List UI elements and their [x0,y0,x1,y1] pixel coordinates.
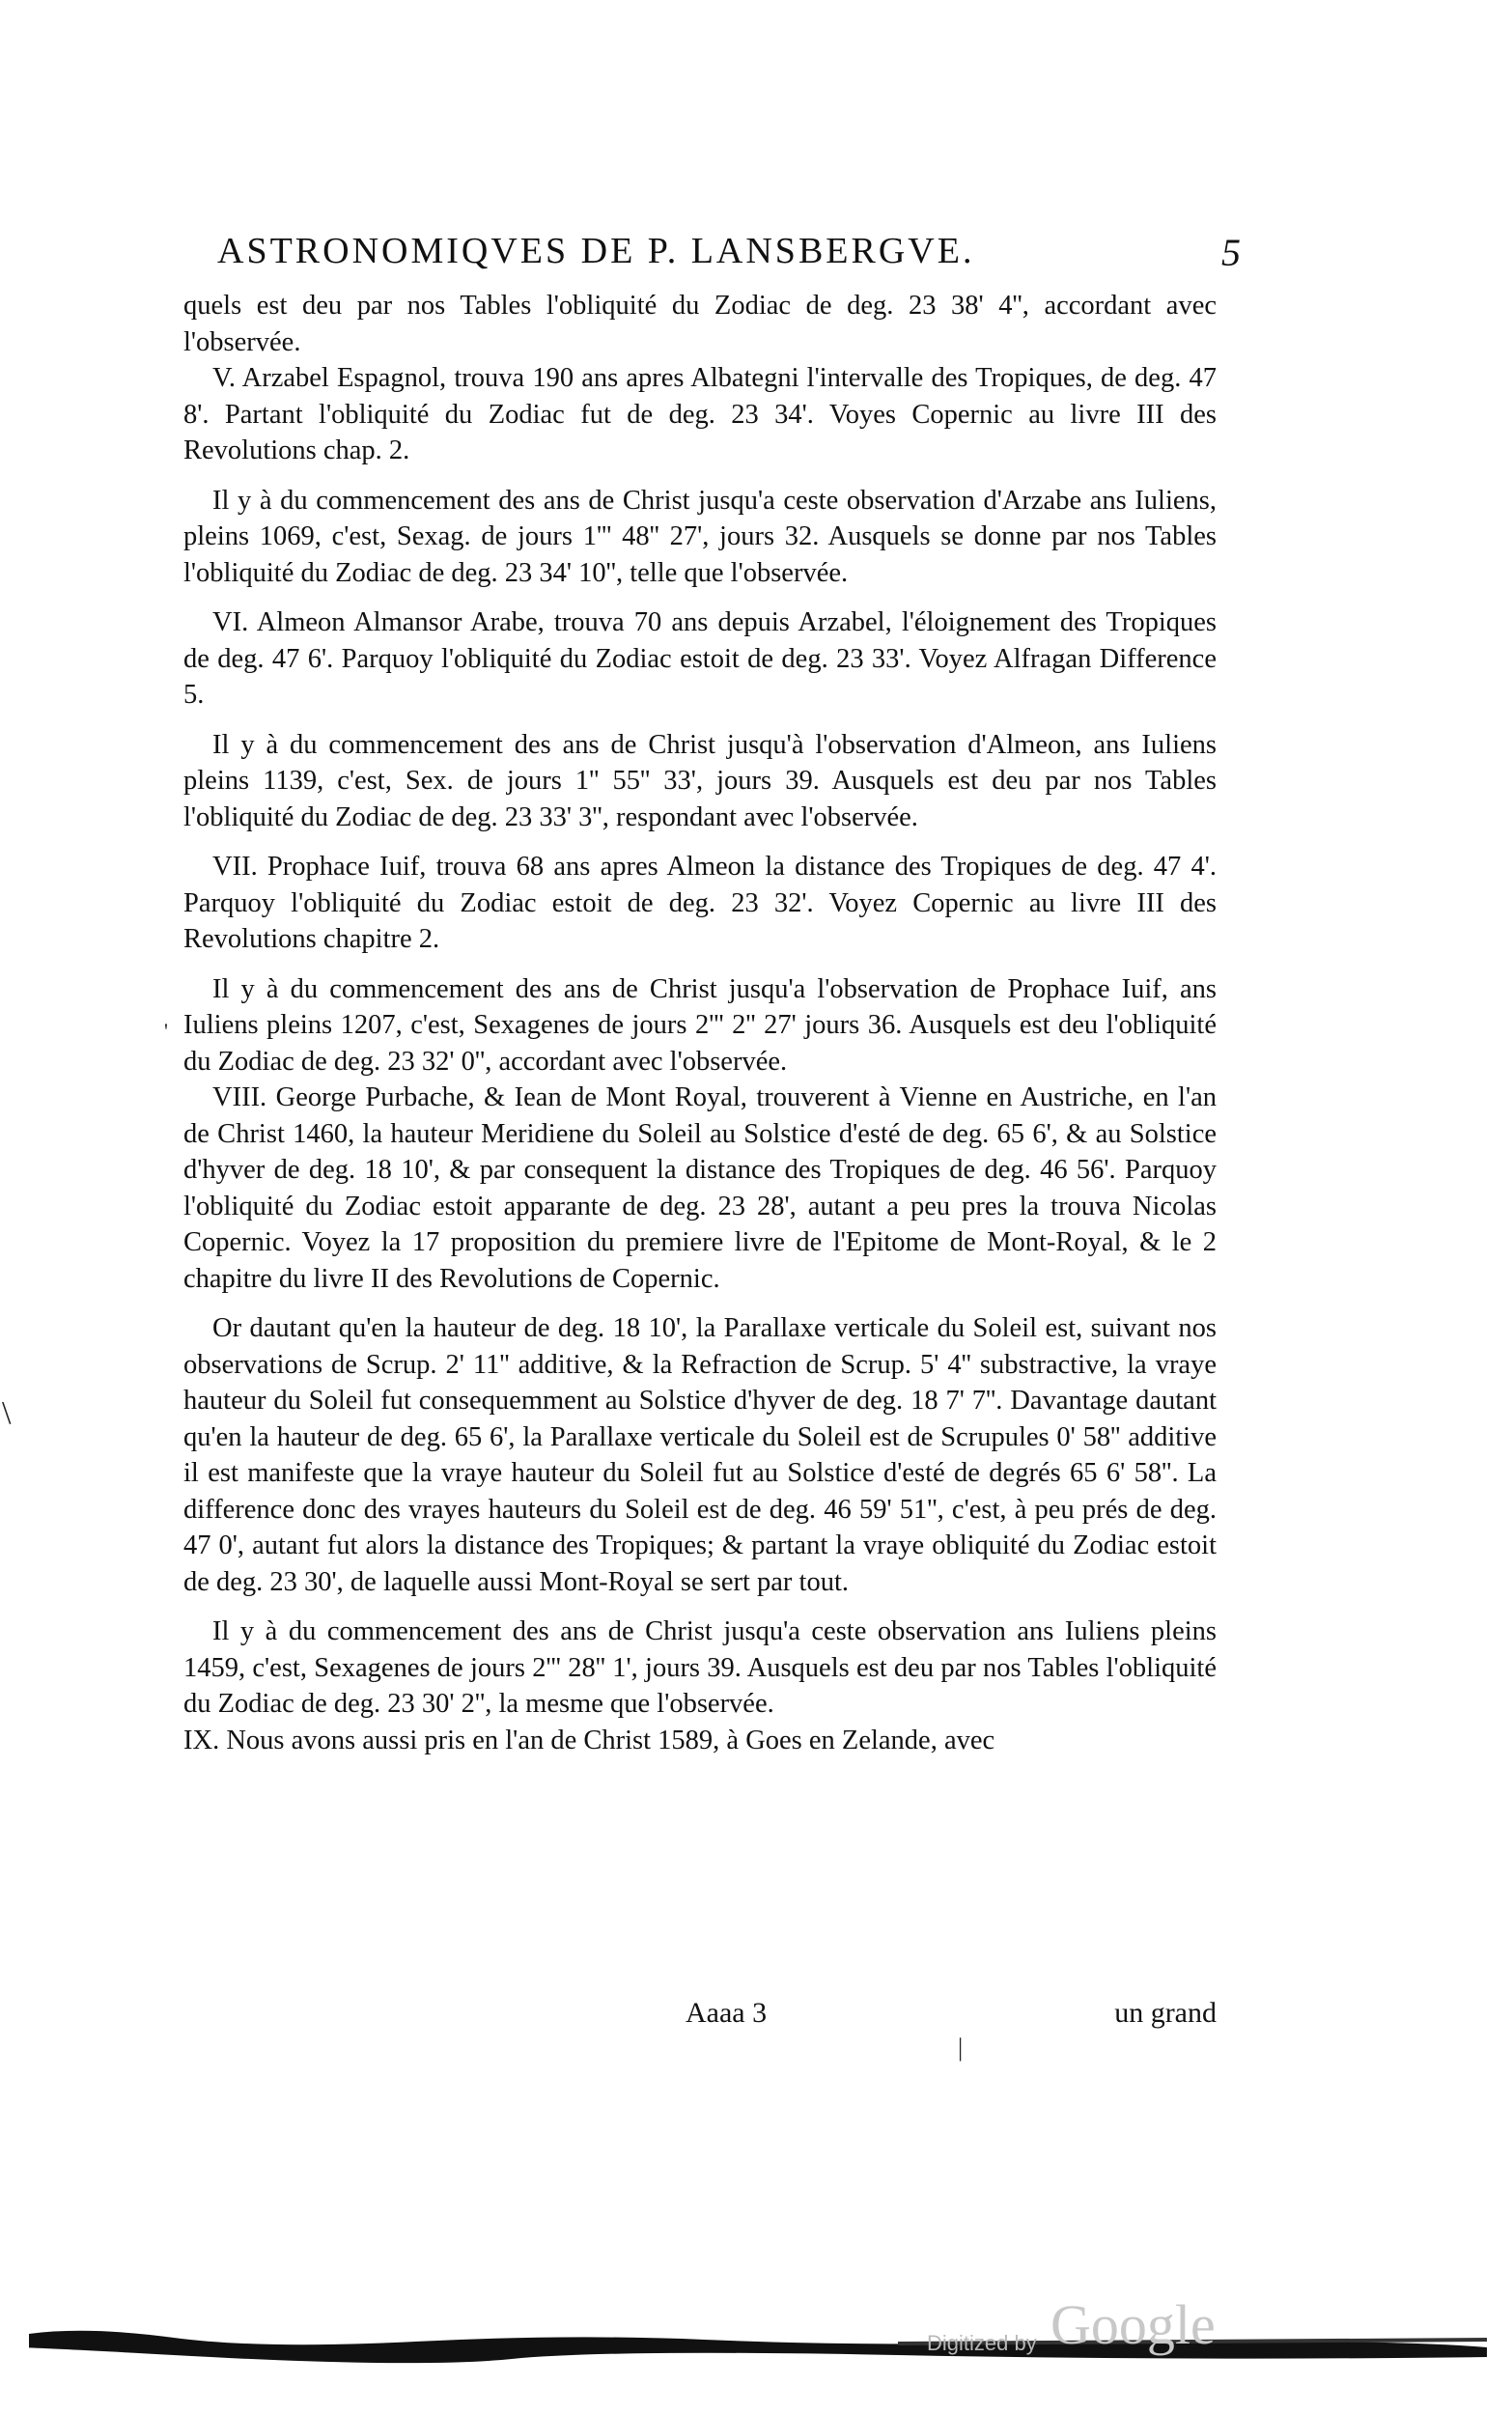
signature-mark: Aaaa 3 [686,1997,768,2029]
paragraph: quels est deu par nos Tables l'obliquité du Zodiac de deg. 23 38' 4'', accordant avec l'observée. [183,291,1217,357]
watermark-logo: Google [1050,2293,1216,2356]
page-header [217,230,1241,288]
paragraph: IX. Nous avons aussi pris en l'an de Christ 1589, à Goes en Zelande, avec [183,1725,995,1755]
paragraph: V. Arzabel Espagnol, trouva 190 ans apres Albategni l'intervalle des Tropiques, de deg. 47 8'. Partant l'obliquité du Zodiac fut de deg. 23 34'. Voyes Copernic au livre III des Revolutions chap. 2. [183,363,1217,465]
page-edge-scan-artifact [29,2313,1487,2371]
paragraph: Il y à du commencement des ans de Christ jusqu'a l'observation de Prophace Iuif, ans Iuliens pleins 1207, c'est, Sexagenes de jours 2''' 2'' 27' jours 36. Ausquels est deu l'obliquité du Zodiac de deg. 23 32' 0'', accordant avec l'observée. [183,973,1217,1077]
page-number: 5 [1221,231,1241,274]
running-title: ASTRONOMIQVES DE P. LANSBERGVE. [217,231,975,271]
margin-speck: ' [164,1019,168,1043]
catchword: un grand [1114,1997,1217,2029]
page-footer [183,1997,1217,2035]
paragraph: Or dautant qu'en la hauteur de deg. 18 10', la Parallaxe verticale du Soleil est, suivant nos observations de Scrup. 2' 11'' additive, & la Refraction de Scrup. 5' 4'' substractive, la vraye hauteur du Soleil fut consequemment au Solstice d'hyver de deg. 18 7' 7''. Davantage dautant qu'en la hauteur de deg. 65 6', la Parallaxe verticale du Soleil est de Scrupules 0' 58'' additive il est manifeste que la vraye hauteur du Soleil fut au Solstice d'esté de degrés 65 6' 58''. La difference donc des vrayes hauteurs du Soleil est de deg. 46 59' 51'', c'est, à peu prés de deg. 47 0', autant fut alors la distance des Tropiques; & partant la vraye obliquité du Zodiac estoit de deg. 23 30', de laquelle aussi Mont-Royal se sert par tout. [183,1313,1217,1597]
margin-speck-2: | [958,2034,964,2062]
paragraph: Il y à du commencement des ans de Christ jusqu'à l'observation d'Almeon, ans Iuliens pleins 1139, c'est, Sex. de jours 1'' 55'' 33', jours 39. Ausquels est deu par nos Tables l'obliquité du Zodiac de deg. 23 33' 3'', respondant avec l'observée. [183,729,1217,832]
paragraph: VII. Prophace Iuif, trouva 68 ans apres Almeon la distance des Tropiques de deg. 47 4'. Parquoy l'obliquité du Zodiac estoit de deg. 23 32'. Voyez Copernic au livre III des Revolutions chapitre 2. [183,852,1217,954]
digitization-watermark [927,2288,1236,2375]
body-text [183,288,1217,1758]
paragraph: VI. Almeon Almansor Arabe, trouva 70 ans depuis Arzabel, l'éloignement des Tropiques de deg. 47 6'. Parquoy l'obliquité du Zodiac estoit de deg. 23 33'. Voyez Alfragan Difference 5. [183,607,1217,710]
paragraph: Il y à du commencement des ans de Christ jusqu'a ceste observation d'Arzabe ans Iuliens, pleins 1069, c'est, Sexag. de jours 1''' 48'' 27', jours 32. Ausquels se donne par nos Tables l'obliquité du Zodiac de deg. 23 34' 10'', telle que l'observée. [183,485,1217,588]
paragraph: VIII. George Purbache, & Iean de Mont Royal, trouverent à Vienne en Austriche, en l'an de Christ 1460, la hauteur Meridiene du Soleil au Solstice d'esté de deg. 65 6', & au Solstice d'hyver de deg. 18 10', & par consequent la distance des Tropiques de deg. 46 56'. Parquoy l'obliquité du Zodiac estoit apparante de deg. 23 28', autant a peu pres la trouva Nicolas Copernic. Voyez la 17 proposition du premiere livre de l'Epitome de Mont-Royal, & le 2 chapitre du livre II des Revolutions de Copernic. [183,1082,1217,1294]
paragraph: Il y à du commencement des ans de Christ jusqu'a ceste observation ans Iuliens pleins 1459, c'est, Sexagenes de jours 2''' 28'' 1', jours 39. Ausquels est deu par nos Tables l'obliquité du Zodiac de deg. 23 30' 2'', la mesme que l'observée. [183,1616,1217,1719]
left-margin-tick: \ [2,1395,12,1431]
watermark-prefix: Digitized by [927,2331,1037,2355]
